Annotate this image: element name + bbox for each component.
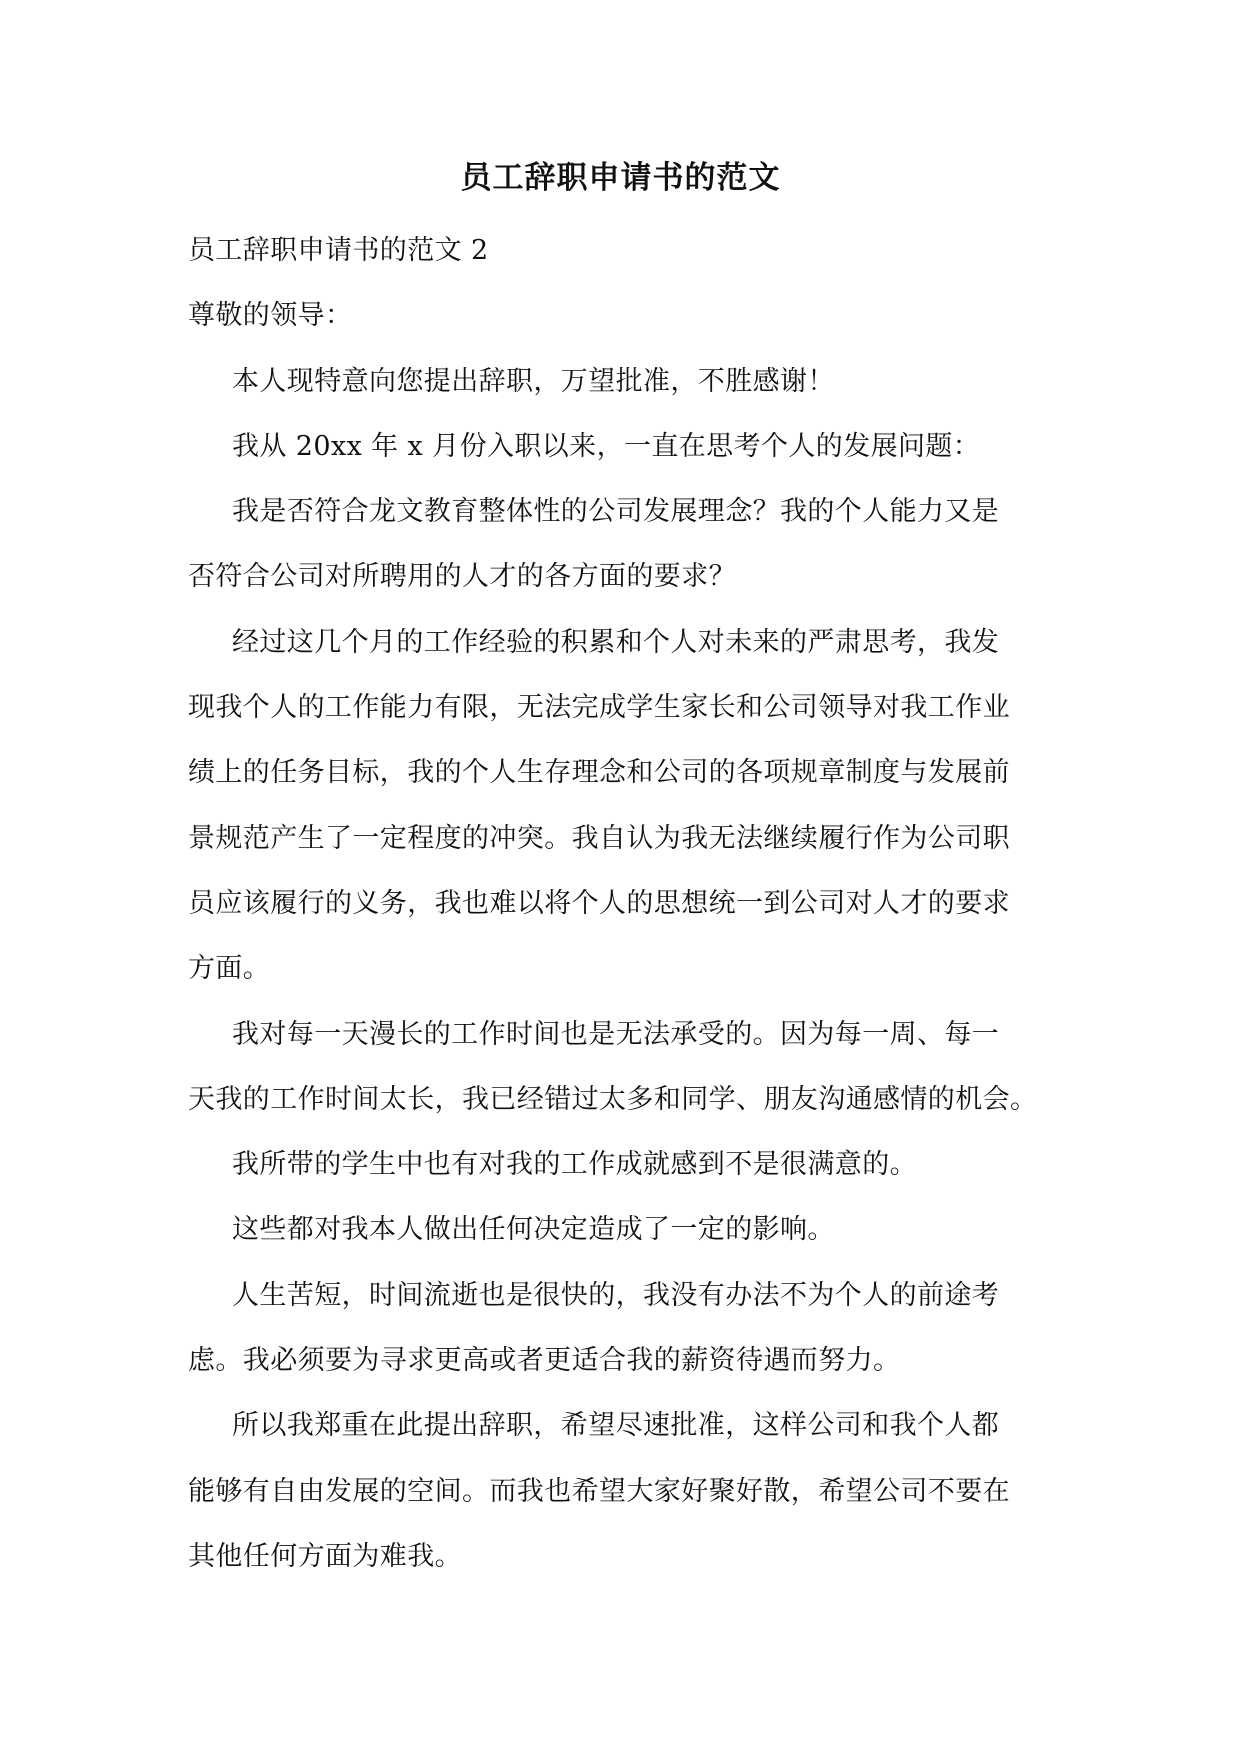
text-line: 天我的工作时间太长，我已经错过太多和同学、朋友沟通感情的机会。	[188, 1083, 1038, 1115]
text-line: 我对每一天漫长的工作时间也是无法承受的。因为每一周、每一	[232, 1018, 1000, 1050]
text-line: 这些都对我本人做出任何决定造成了一定的影响。	[232, 1214, 835, 1246]
text-line: 能够有自由发展的空间。而我也希望大家好聚好散，希望公司不要在	[188, 1475, 1010, 1507]
text-line: 员工辞职申请书的范文 2	[188, 235, 489, 266]
text-line: 我是否符合龙文教育整体性的公司发展理念？我的个人能力又是	[232, 496, 1000, 528]
document-title: 员工辞职申请书的范文	[460, 160, 781, 196]
text-line: 我从 20xx 年 x 月份入职以来，一直在思考个人的发展问题：	[232, 430, 981, 462]
text-line: 虑。我必须要为寻求更高或者更适合我的薪资待遇而努力。	[188, 1345, 901, 1377]
text-line: 经过这几个月的工作经验的积累和个人对未来的严肃思考，我发	[232, 626, 1000, 658]
text-line: 本人现特意向您提出辞职，万望批准，不胜感谢！	[232, 365, 835, 397]
text-line: 员应该履行的义务，我也难以将个人的思想统一到公司对人才的要求	[188, 887, 1010, 919]
text-line: 我所带的学生中也有对我的工作成就感到不是很满意的。	[232, 1149, 917, 1181]
text-line: 景规范产生了一定程度的冲突。我自认为我无法继续履行作为公司职	[188, 822, 1010, 854]
text-line: 其他任何方面为难我。	[188, 1540, 462, 1572]
text-line: 现我个人的工作能力有限，无法完成学生家长和公司领导对我工作业	[188, 692, 1010, 724]
text-line: 尊敬的领导：	[188, 300, 353, 332]
text-line: 绩上的任务目标，我的个人生存理念和公司的各项规章制度与发展前	[188, 757, 1010, 789]
text-line: 否符合公司对所聘用的人才的各方面的要求？	[188, 561, 736, 593]
document-body	[188, 231, 1058, 1602]
text-line: 人生苦短，时间流逝也是很快的，我没有办法不为个人的前途考	[232, 1279, 1000, 1311]
text-line: 所以我郑重在此提出辞职，希望尽速批准，这样公司和我个人都	[232, 1410, 1000, 1442]
text-line: 方面。	[188, 953, 271, 985]
